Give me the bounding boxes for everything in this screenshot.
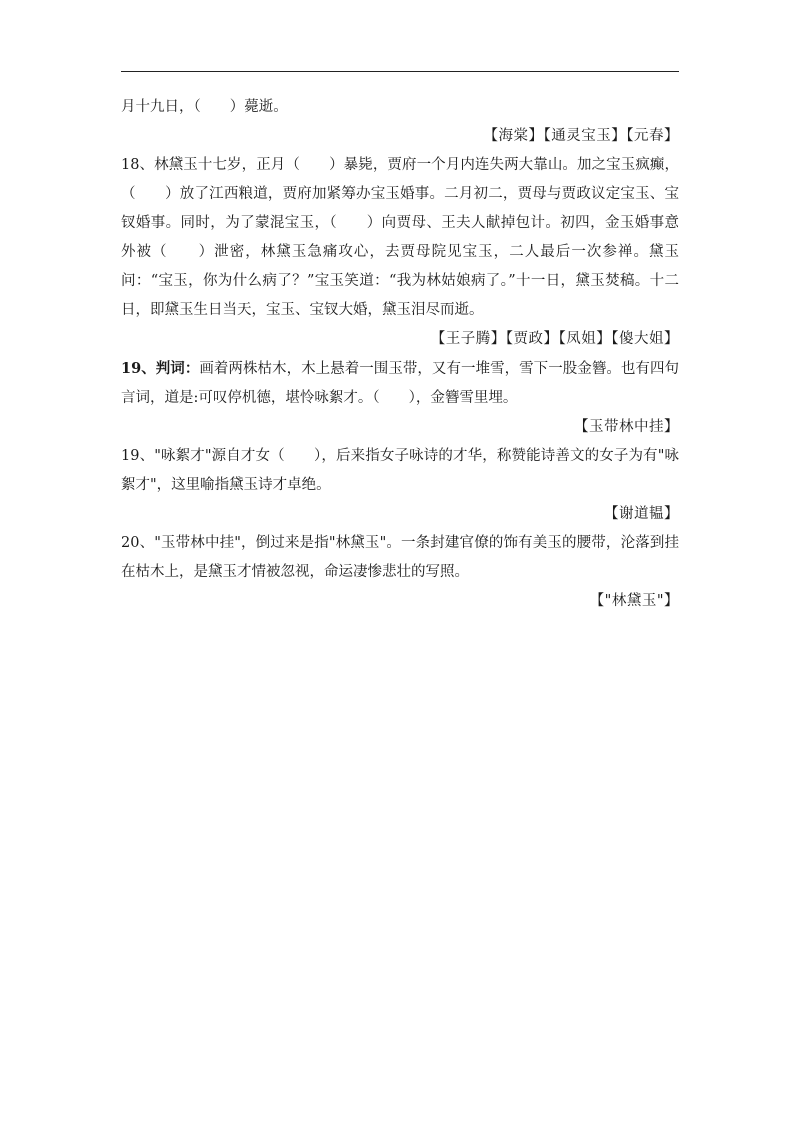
item-20-answer: 【"林黛玉"】 — [589, 593, 679, 609]
item-19-judgement-answer: 【玉带林中挂】 — [574, 419, 679, 435]
continuation-text: 月十九日，（ ）薨逝。 — [121, 99, 288, 115]
item-19-judgement-lead: 19、判词： — [121, 360, 200, 377]
continuation-answer: 【海棠】【通灵宝玉】【元春】 — [483, 128, 679, 144]
header-rule — [121, 71, 679, 72]
item-20-text: 20、"玉带林中挂"，倒过来是指"林黛玉"。一条封建官僚的饰有美玉的腰带，沦落到挂在枯木上，是黛玉才情被忽视，命运凄惨悲壮的写照。 — [121, 535, 679, 580]
item-19-judgement-text: 画着两株枯木，木上悬着一围玉带，又有一堆雪，雪下一股金簪。也有四句言词，道是:可叹停机德，堪怜咏絮才。（ ），金簪雪里埋。 — [121, 361, 679, 406]
item-18-text: 18、林黛玉十七岁，正月（ ）暴毙，贾府一个月内连失两大靠山。加之宝玉疯癫，（ ）放了江西粮道，贾府加紧筹办宝玉婚事。二月初二，贾母与贾政议定宝玉、宝钗婚事。同时，为了蒙混宝玉，（ ）向贾母、王夫人献掉包计。初四，金玉婚事意外被（ ）泄密，林黛玉急痛攻心，去贾母院见宝玉，二人最后一次参禅。黛玉问：“宝玉，你为什么病了？”宝玉笑道：“我为林姑娘病了。”十一日，黛玉焚稿。十二日，即黛玉生日当天，宝玉、宝钗大婚，黛玉泪尽而逝。 — [121, 157, 679, 318]
item-18-answer: 【王子腾】【贾政】【凤姐】【傻大姐】 — [430, 331, 679, 347]
document-body — [121, 93, 679, 616]
item-19-text: 19、"咏絮才"源自才女（ ），后来指女子咏诗的才华，称赞能诗善文的女子为有"咏絮才"，这里喻指黛玉诗才卓绝。 — [121, 448, 679, 493]
item-19-judgement — [121, 354, 679, 413]
item-19-answer: 【谢道韫】 — [604, 506, 679, 522]
